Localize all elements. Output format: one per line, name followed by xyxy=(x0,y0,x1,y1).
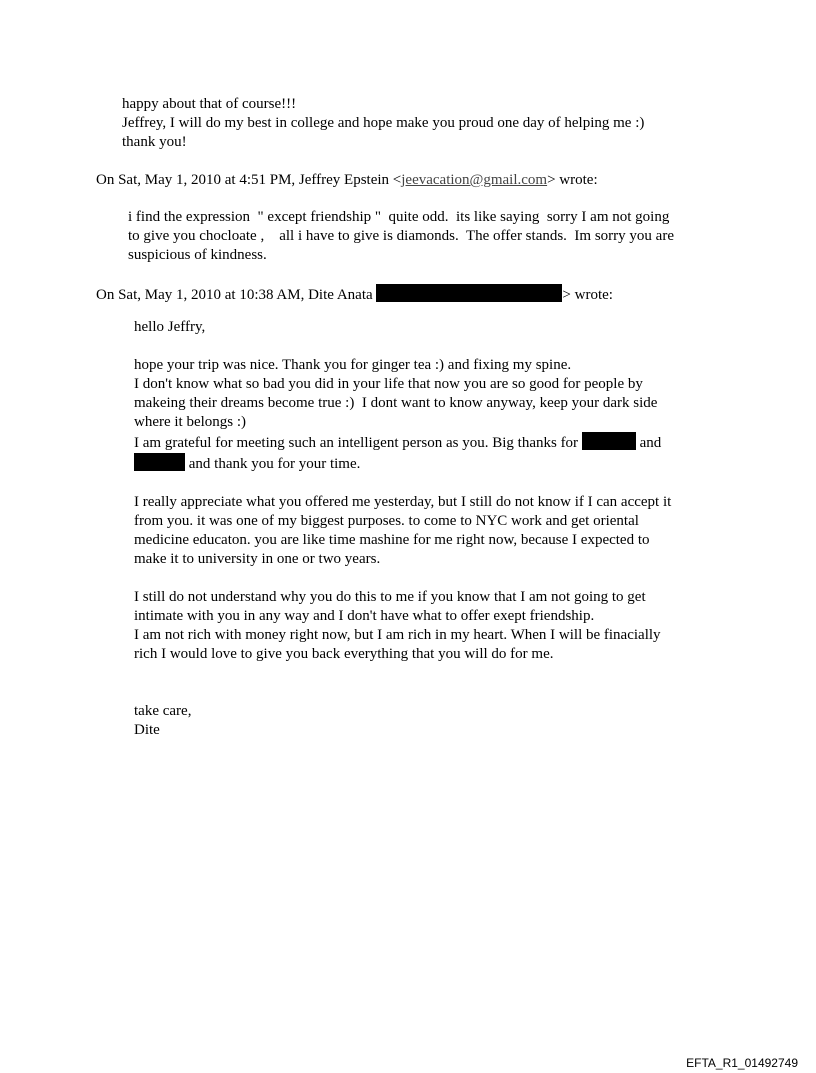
greeting: hello Jeffry, xyxy=(134,319,206,335)
paragraph-line: rich I would love to give you back everything that you will do for me. xyxy=(134,646,554,662)
reply-line: thank you! xyxy=(122,134,187,150)
paragraph-line: makeing their dreams become true :) I dont want to know anyway, keep your dark side xyxy=(134,395,658,411)
paragraph-line: I am not rich with money right now, but I am rich in my heart. When I will be finacially xyxy=(134,627,661,643)
reply-line: happy about that of course!!! xyxy=(122,96,297,112)
email-link[interactable]: jeevacation@gmail.com xyxy=(401,172,548,188)
quote-line: suspicious of kindness. xyxy=(128,247,267,263)
document-id: EFTA_R1_01492749 xyxy=(686,1056,798,1070)
paragraph-line: medicine educaton. you are like time mashine for me right now, because I expected to xyxy=(134,532,650,548)
reply-top xyxy=(122,95,644,152)
redaction-box xyxy=(376,284,562,302)
paragraph-line: I don't know what so bad you did in your life that now you are so good for people by xyxy=(134,376,643,392)
redaction-box xyxy=(134,453,185,471)
quote-header-2 xyxy=(96,284,613,305)
header-suffix: > wrote: xyxy=(562,287,613,303)
paragraph-line: intimate with you in any way and I don't have what to offer exept friendship. xyxy=(134,608,595,624)
paragraph-line: from you. it was one of my biggest purposes. to come to NYC work and get oriental xyxy=(134,513,639,529)
header-prefix: On Sat, May 1, 2010 at 4:51 PM, Jeffrey Epstein < xyxy=(96,172,402,188)
quote-header-1 xyxy=(96,171,598,190)
quote-line: to give you chocloate , all i have to give is diamonds. The offer stands. Im sorry you are xyxy=(128,228,674,244)
thanks-text: I am grateful for meeting such an intelligent person as you. Big thanks for xyxy=(134,435,582,451)
paragraph-line: where it belongs :) xyxy=(134,414,247,430)
paragraph-line: make it to university in one or two years. xyxy=(134,551,381,567)
redaction-box xyxy=(582,432,636,450)
signoff: take care, xyxy=(134,703,192,719)
paragraph-line: I still do not understand why you do this to me if you know that I am not going to get xyxy=(134,589,646,605)
quote-line: i find the expression " except friendship " quite odd. its like saying sorry I am not going xyxy=(128,209,670,225)
paragraph-line: I really appreciate what you offered me yesterday, but I still do not know if I can accept it xyxy=(134,494,672,510)
quote-1 xyxy=(128,208,674,265)
reply-line: Jeffrey, I will do my best in college and hope make you proud one day of helping me :) xyxy=(122,115,645,131)
quote-2 xyxy=(134,318,671,740)
thanks-text: and thank you for your time. xyxy=(185,456,361,472)
paragraph-line: hope your trip was nice. Thank you for ginger tea :) and fixing my spine. xyxy=(134,357,572,373)
header-suffix: > wrote: xyxy=(547,172,598,188)
signature: Dite xyxy=(134,722,160,738)
header-prefix: On Sat, May 1, 2010 at 10:38 AM, Dite Anata xyxy=(96,287,377,303)
thanks-and: and xyxy=(635,435,662,451)
